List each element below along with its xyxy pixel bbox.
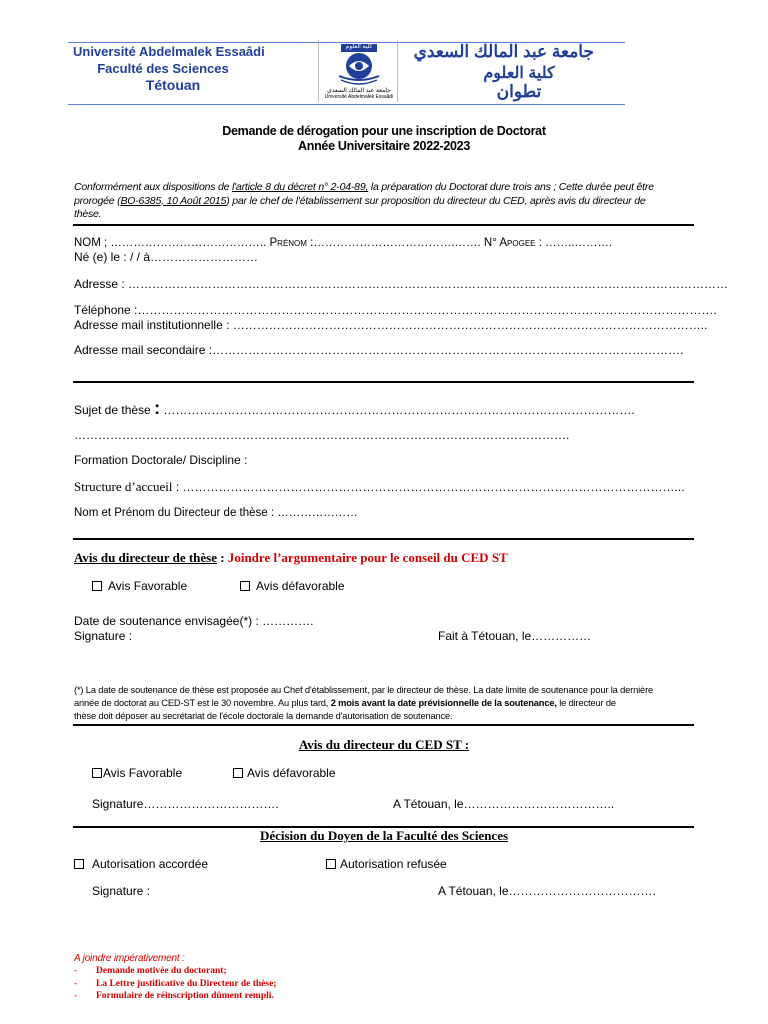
checkbox-icon[interactable] (233, 768, 243, 778)
university-logo (318, 40, 398, 102)
logo-caption-fr: Université Abdelmalek Essaâdi (324, 94, 394, 100)
intro-paragraph (74, 181, 694, 222)
nom-prenom-apogee-field[interactable]: NOM ; ………………………………….. Prénom :……………………………….……. N° Apogee : ……..………. (74, 237, 613, 249)
avis-defavorable-label: Avis défavorable (256, 579, 345, 593)
mail-institutionnel-field[interactable]: Adresse mail institutionnelle : ……………………………………………………………………………………………………….. (74, 318, 708, 332)
ced-tetouan-field[interactable]: A Tétouan, le……………………………….. (393, 797, 615, 811)
academic-year: Année Universitaire 2022-2023 (298, 139, 470, 153)
separator-2 (73, 381, 694, 383)
ced-signature-field[interactable]: Signature……………………………. (92, 797, 279, 811)
intro-text-5: thèse. (74, 208, 102, 220)
autorisation-refusee-label: Autorisation refusée (340, 857, 447, 871)
structure-accueil-field[interactable] (74, 479, 685, 495)
footnote-text-2b: 2 mois avant la date prévisionnelle de la soutenance, (330, 698, 557, 708)
university-name-ar: جامعة عبد المالك السعدي (413, 42, 594, 61)
list-item: - Formulaire de réinscription dûment rempli. (74, 991, 274, 1001)
faculty-name-fr: Faculté des Sciences (97, 61, 229, 76)
footnote-text-2a: année de doctorat au CED-ST est le 30 novembre. Au plus tard, (74, 698, 331, 708)
autorisation-accordee-checkbox[interactable] (74, 857, 208, 871)
sujet-colon: : (154, 398, 161, 418)
sujet-these-field[interactable] (74, 398, 635, 419)
joindre-item-2: La Lettre justificative du Directeur de thèse; (96, 978, 277, 989)
adresse-field[interactable]: Adresse : …………………………………………………………………………………………………………………………………… (74, 277, 729, 291)
ced-defavorable-label: Avis défavorable (247, 766, 336, 780)
avis-directeur-colon: : (217, 550, 225, 565)
header-bottom-rule (68, 104, 625, 105)
avis-ced-heading (0, 737, 768, 753)
university-name-fr: Université Abdelmalek Essaâdi (73, 44, 265, 59)
list-item: - Demande motivée du doctorant; (74, 966, 227, 976)
fait-tetouan-field[interactable]: Fait à Tétouan, le…………… (438, 629, 592, 643)
structure-accueil-label: Structure d’accueil (74, 479, 173, 494)
doyen-signature-field[interactable]: Signature : (92, 884, 151, 898)
list-item: - La Lettre justificative du Directeur de thèse; (74, 978, 277, 989)
footnote-line-2 (74, 697, 653, 710)
ced-favorable-label: Avis Favorable (103, 766, 183, 780)
footnote-line-3: thèse doit déposer au secrétariat de l'école doctorale la demande d'autorisation de soutenance. (74, 711, 453, 721)
footnote-line-1: (*) La date de soutenance de thèse est proposée au Chef d'établissement, par le directeur de thèse. La date limite de soutenance pour la dernière (74, 685, 654, 695)
intro-text-1: Conformément aux dispositions de (74, 181, 232, 193)
ced-defavorable-checkbox[interactable] (233, 766, 336, 780)
intro-text-4: ) par le chef de l'établissement sur proposition du directeur du CED, après avis du directeur de (226, 194, 646, 207)
sujet-these-line-2[interactable]: ……………………………………………………………………………………………………………. (74, 428, 570, 442)
directeur-these-field[interactable]: Nom et Prénom du Directeur de thèse : ………………… (74, 507, 358, 519)
date-soutenance-field[interactable]: Date de soutenance envisagée(*) : …………. (74, 614, 314, 628)
separator-1 (73, 224, 694, 226)
joindre-item-3: Formulaire de réinscription dûment rempli. (96, 991, 274, 1001)
mail-secondaire-field[interactable]: Adresse mail secondaire :………………………………………………………………………………………………………. (74, 343, 684, 357)
bo-reference: BO-6385, 10 Août 2015 (120, 194, 227, 207)
signature-directeur-field[interactable]: Signature : (74, 629, 133, 643)
footnote (74, 684, 653, 723)
footnote-text-2c: le directeur de (556, 698, 616, 708)
checkbox-icon[interactable] (74, 859, 84, 869)
date-lieu-naissance-field[interactable]: Né (e) le : / / à……………………… (74, 250, 259, 264)
decision-doyen-heading (0, 828, 768, 844)
doyen-tetouan-field[interactable]: A Tétouan, le………………………………. (438, 884, 656, 898)
faculty-name-ar: كلية العلوم (483, 65, 555, 82)
separator-3 (73, 538, 694, 540)
separator-4 (73, 724, 694, 726)
formation-doctorale-field[interactable]: Formation Doctorale/ Discipline : (74, 453, 248, 467)
avis-ced-title: Avis du directeur du CED ST : (298, 737, 470, 752)
avis-directeur-title: Avis du directeur de thèse (74, 550, 217, 565)
avis-directeur-note: Joindre l’argumentaire pour le conseil du CED ST (224, 550, 508, 565)
structure-accueil-dots: : ……………………………………………………………………………………………………………... (172, 480, 685, 494)
joindre-list (74, 965, 276, 1003)
avis-defavorable-checkbox[interactable] (240, 579, 345, 593)
avis-directeur-heading (74, 550, 508, 566)
decree-reference: l'article 8 du décret n° 2-04-89, (232, 181, 369, 193)
city-name-ar: تطوان (496, 82, 542, 101)
city-name-fr: Tétouan (145, 77, 201, 93)
joindre-item-1: Demande motivée du doctorant; (96, 966, 227, 976)
avis-favorable-checkbox[interactable] (92, 579, 187, 593)
sujet-these-label: Sujet de thèse (74, 403, 151, 417)
checkbox-icon[interactable] (92, 768, 102, 778)
sujet-these-dots: ………………………………………………………………………………………………………. (160, 403, 635, 417)
intro-text-2: la préparation du Doctorat dure trois ans ; Cette durée peut être (368, 181, 654, 193)
intro-text-3: prorogée ( (74, 194, 121, 207)
logo-top-text: كلية العلوم (345, 44, 373, 50)
page-title: Demande de dérogation pour une inscription de Doctorat (222, 124, 546, 138)
avis-favorable-label: Avis Favorable (108, 579, 188, 593)
telephone-field[interactable]: Téléphone :………………………………………………………………………………………………………………………………. (74, 303, 717, 317)
ced-favorable-checkbox[interactable] (92, 766, 182, 780)
logo-caption-ar: جامعة عبد المالك السعدي (327, 88, 391, 94)
decision-doyen-title: Décision du Doyen de la Faculté des Sciences (259, 828, 509, 843)
autorisation-accordee-label: Autorisation accordée (92, 857, 209, 871)
checkbox-icon[interactable] (240, 581, 250, 591)
autorisation-refusee-checkbox[interactable] (326, 857, 447, 871)
checkbox-icon[interactable] (92, 581, 102, 591)
joindre-title: A joindre impérativement : (74, 953, 185, 964)
checkbox-icon[interactable] (326, 859, 336, 869)
